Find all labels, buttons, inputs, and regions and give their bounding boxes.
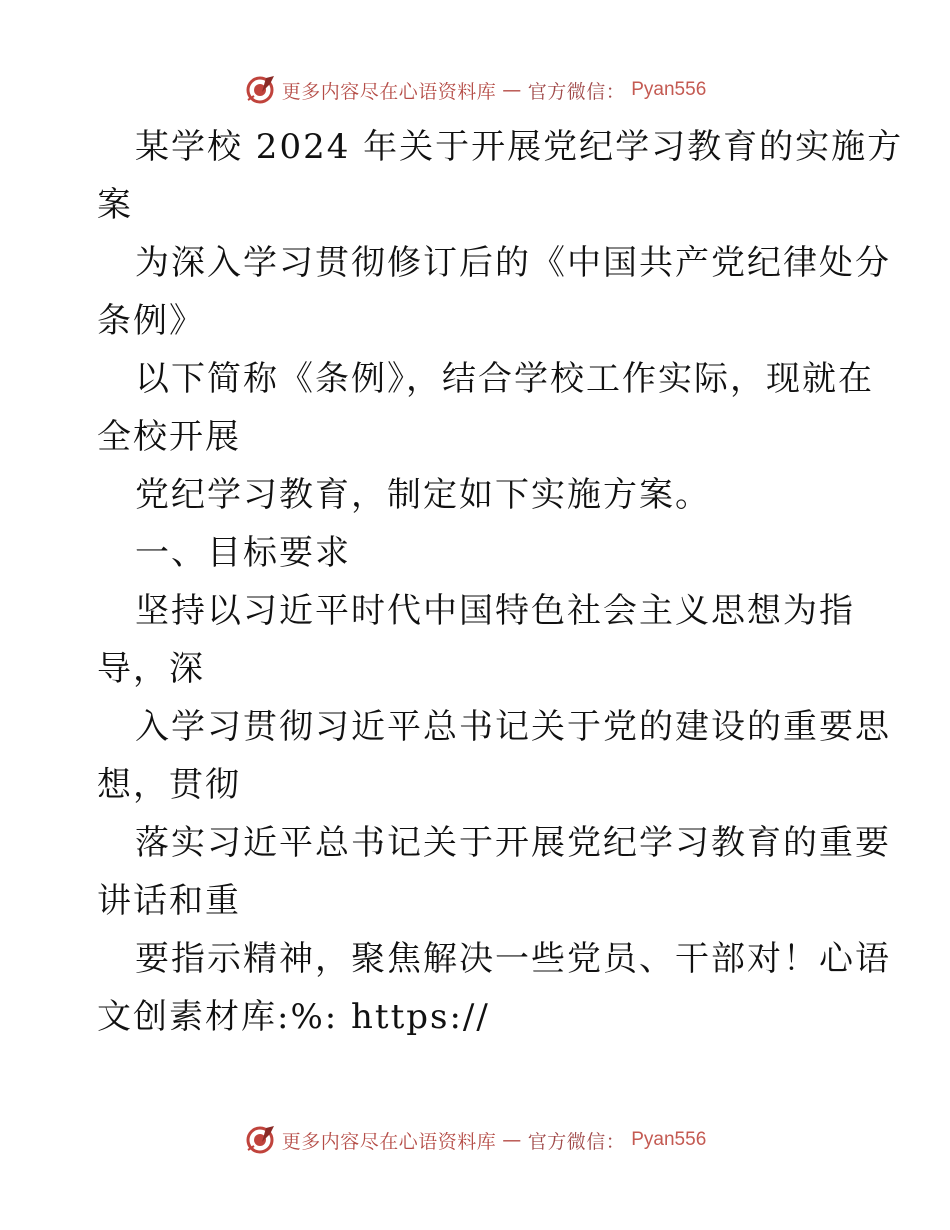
paragraph-line: 为深入学习贯彻修订后的《中国共产党纪律处分 [135, 243, 891, 283]
footer-banner-inner [244, 1124, 707, 1156]
paragraph-line: 入学习贯彻习近平总书记关于党的建设的重要思 [135, 707, 891, 747]
footer-brand-text: 更多内容尽在心语资料库 [281, 1130, 497, 1153]
header-separator: — [502, 79, 522, 101]
paragraph-line: 坚持以习近平时代中国特色社会主义思想为指 [135, 591, 855, 631]
header-wechat-label: 官方微信： [527, 80, 626, 103]
paragraph-line: 导，深 [97, 649, 205, 689]
paragraph-line: 文创素材库:%: https:// [97, 997, 490, 1037]
footer-separator: — [502, 1129, 522, 1151]
paragraph-line: 想，贯彻 [97, 765, 241, 805]
quill-logo-icon [244, 74, 276, 106]
document-title-line-2: 案 [97, 185, 133, 225]
paragraph-line: 讲话和重 [97, 881, 241, 921]
footer-wechat-id: Pyan556 [631, 1129, 707, 1150]
paragraph-line: 全校开展 [97, 417, 241, 457]
paragraph-line: 落实习近平总书记关于开展党纪学习教育的重要 [135, 823, 891, 863]
paragraph-line: 以下简称《条例》，结合学校工作实际，现就在 [135, 359, 874, 399]
footer-wechat-label: 官方微信： [527, 1130, 626, 1153]
header-brand-text: 更多内容尽在心语资料库 [281, 80, 497, 103]
header-banner-inner [244, 74, 707, 106]
header-wechat-id: Pyan556 [631, 79, 707, 100]
document-body [97, 118, 904, 1046]
paragraph-line: 党纪学习教育，制定如下实施方案。 [135, 475, 711, 515]
section-heading: 一、目标要求 [135, 533, 351, 573]
quill-logo-icon [244, 1124, 276, 1156]
header-banner [0, 70, 950, 110]
document-title-line-1: 某学校 2024 年关于开展党纪学习教育的实施方 [135, 127, 904, 167]
footer-banner [0, 1120, 950, 1160]
paragraph-line: 条例》 [97, 301, 205, 341]
paragraph-line: 要指示精神，聚焦解决一些党员、干部对！心语 [135, 939, 891, 979]
